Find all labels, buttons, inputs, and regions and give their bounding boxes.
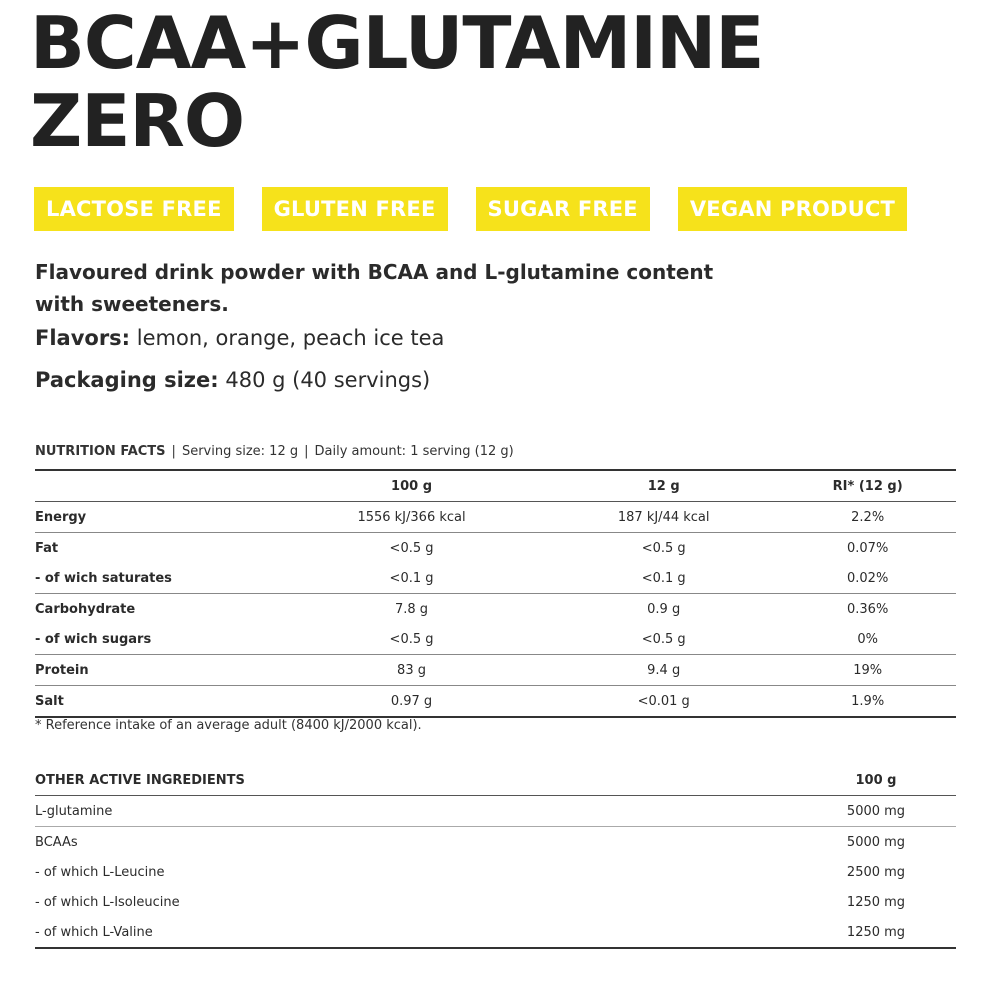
nutrition-table <box>35 469 956 718</box>
other-ingredients-title: OTHER ACTIVE INGREDIENTS <box>35 772 245 788</box>
value-100g: 7.8 g <box>394 601 429 617</box>
value-12g: <0.01 g <box>637 693 690 709</box>
row-label: Carbohydrate <box>35 601 136 617</box>
serving-size: Serving size: 12 g <box>181 444 299 459</box>
row-label: Fat <box>35 540 59 556</box>
value-ri: 1.9% <box>851 693 885 709</box>
description-line-2: with sweeteners. <box>35 292 229 316</box>
table-row <box>35 917 956 948</box>
badge-sugar-free: SUGAR FREE <box>476 187 650 231</box>
description-line-1: Flavoured drink powder with BCAA and L-glutamine content <box>35 260 714 284</box>
header-cell-100g: 100 g <box>391 478 432 494</box>
value-100g: 0.97 g <box>390 693 433 709</box>
header-cell-empty <box>35 470 275 502</box>
badge-lactose-free: LACTOSE FREE <box>34 187 234 231</box>
value-100g: <0.5 g <box>389 540 434 556</box>
ingredient-value: 1250 mg <box>846 924 906 940</box>
ingredient-label: - of which L-Isoleucine <box>35 894 180 910</box>
nutrition-title: NUTRITION FACTS <box>35 444 166 459</box>
value-ri: 2.2% <box>851 509 885 525</box>
product-description <box>35 256 795 320</box>
ingredient-label: - of which L-Leucine <box>35 864 165 880</box>
value-12g: 0.9 g <box>647 601 681 617</box>
table-row <box>35 857 956 887</box>
flavors-line <box>35 326 444 350</box>
other-header-row <box>35 765 956 796</box>
ingredient-value: 2500 mg <box>846 864 906 880</box>
ingredient-label: L-glutamine <box>35 803 113 819</box>
nutrition-header: NUTRITION FACTS | Serving size: 12 g | Daily amount: 1 serving (12 g) <box>35 444 514 459</box>
table-row <box>35 624 956 655</box>
flavors-value: lemon, orange, peach ice tea <box>136 326 445 350</box>
table-row <box>35 655 956 686</box>
value-ri: 19% <box>853 662 883 678</box>
ingredient-label: - of which L-Valine <box>35 924 153 940</box>
ingredient-label: BCAAs <box>35 834 78 850</box>
table-row <box>35 796 956 827</box>
badge-list <box>34 187 907 231</box>
table-row <box>35 502 956 533</box>
packaging-line <box>35 368 430 392</box>
value-ri: 0% <box>857 631 878 647</box>
table-row <box>35 594 956 625</box>
row-label: - of wich saturates <box>35 570 172 586</box>
ingredient-value: 1250 mg <box>846 894 906 910</box>
value-12g: <0.5 g <box>641 540 686 556</box>
row-label: Salt <box>35 693 64 709</box>
value-12g: <0.1 g <box>641 570 686 586</box>
flavors-label: Flavors: <box>35 326 131 350</box>
value-ri: 0.07% <box>847 540 889 556</box>
row-label: Energy <box>35 509 87 525</box>
other-header-100g: 100 g <box>855 772 897 788</box>
reference-footnote: * Reference intake of an average adult (8400 kJ/2000 kcal). <box>35 718 422 733</box>
row-label: - of wich sugars <box>35 631 152 647</box>
table-row <box>35 686 956 718</box>
daily-amount: Daily amount: 1 serving (12 g) <box>314 444 514 459</box>
header-cell-12g: 12 g <box>647 478 680 494</box>
nutrition-header-row <box>35 470 956 502</box>
value-12g: 9.4 g <box>647 662 681 678</box>
row-label: Protein <box>35 662 89 678</box>
header-cell-ri: RI* (12 g) <box>832 478 903 494</box>
value-100g: <0.5 g <box>389 631 434 647</box>
table-row <box>35 563 956 594</box>
packaging-label: Packaging size: <box>35 368 219 392</box>
value-ri: 0.02% <box>847 570 889 586</box>
ingredient-value: 5000 mg <box>846 803 906 819</box>
badge-gluten-free: GLUTEN FREE <box>262 187 448 231</box>
value-100g: 83 g <box>397 662 426 678</box>
product-title <box>30 1 764 163</box>
other-ingredients-table <box>35 765 956 949</box>
table-row <box>35 887 956 917</box>
title-line-1: BCAA+GLUTAMINE <box>30 1 764 85</box>
table-row <box>35 533 956 564</box>
value-12g: 187 kJ/44 kcal <box>617 509 710 525</box>
table-row <box>35 827 956 858</box>
badge-vegan-product: VEGAN PRODUCT <box>678 187 907 231</box>
value-100g: 1556 kJ/366 kcal <box>357 509 466 525</box>
title-line-2: ZERO <box>30 79 245 163</box>
value-ri: 0.36% <box>847 601 889 617</box>
ingredient-value: 5000 mg <box>846 834 906 850</box>
value-12g: <0.5 g <box>641 631 686 647</box>
packaging-value: 480 g (40 servings) <box>225 368 431 392</box>
value-100g: <0.1 g <box>389 570 434 586</box>
